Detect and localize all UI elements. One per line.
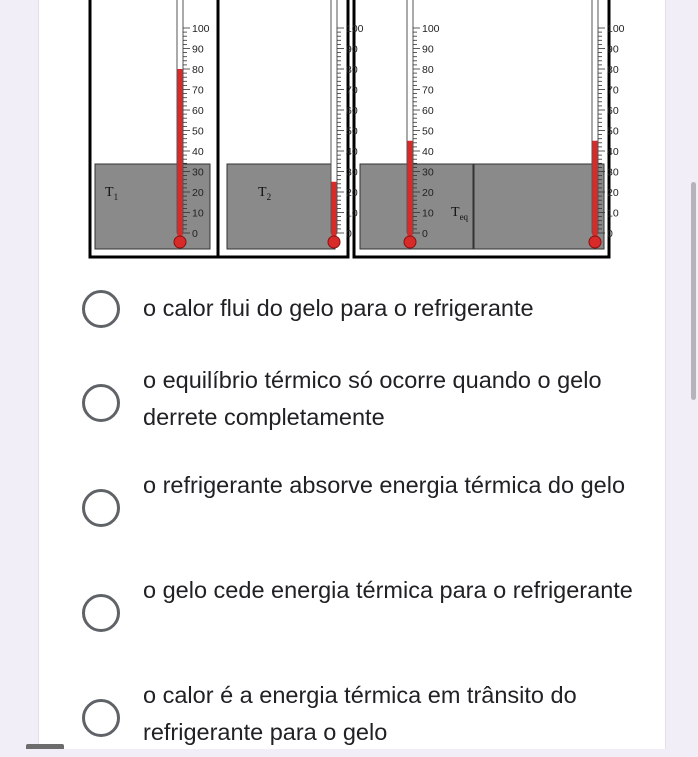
teq-label: $T_{eq}$ (451, 205, 469, 222)
t1-label: $T_1$ (105, 185, 119, 202)
scale-label-4-50: 50 (607, 125, 619, 138)
option-5[interactable] (39, 677, 667, 757)
scale-label-1-30: 30 (192, 166, 204, 179)
scale-label-2-20: 20 (346, 187, 358, 199)
scale-label-3-0: 0 (422, 228, 428, 240)
radio-button-3[interactable] (82, 489, 120, 527)
scale-label-4-40: 40 (607, 146, 619, 158)
scale-label-3-80: 80 (422, 64, 434, 76)
radio-button-1[interactable] (82, 290, 120, 328)
option-3[interactable] (39, 467, 667, 547)
liquid-4 (474, 164, 604, 249)
scale-label-1-80: 80 (192, 64, 204, 76)
scale-label-3-10: 10 (422, 207, 434, 220)
option-1[interactable] (39, 282, 667, 336)
option-text-1: o calor flui do gelo para o refrigerante (143, 295, 534, 321)
scrollbar-thumb[interactable] (691, 182, 696, 400)
liquid-2 (227, 164, 335, 249)
scale-label-4-20: 20 (607, 187, 619, 199)
scale-label-2-90: 90 (346, 43, 358, 56)
scale-label-1-70: 70 (192, 84, 204, 97)
scale-label-3-50: 50 (422, 125, 434, 138)
radio-button-2[interactable] (82, 384, 120, 422)
thermometer-bulb-2 (328, 236, 340, 248)
scale-label-2-100: 100 (346, 23, 364, 35)
scale-label-1-0: 0 (192, 228, 198, 240)
thermometer-bulb-4 (589, 236, 601, 248)
scale-label-3-30: 30 (422, 166, 434, 179)
scale-label-2-10: 10 (346, 207, 358, 220)
thermometer-mercury-2 (332, 182, 337, 237)
option-text-3: o refrigerante absorve energia térmica do gelo (143, 472, 626, 498)
scale-label-3-100: 100 (422, 23, 440, 35)
radio-button-5[interactable] (82, 699, 120, 737)
radio-button-4[interactable] (82, 594, 120, 632)
t2-label: $T_2$ (258, 185, 272, 202)
thermometer-mercury-1 (178, 69, 183, 237)
scale-label-1-50: 50 (192, 125, 204, 138)
scale-label-3-20: 20 (422, 187, 434, 199)
option-text-4: o gelo cede energia térmica para o refrigerante (143, 577, 633, 603)
scale-label-2-60: 60 (346, 105, 358, 117)
scale-label-1-100: 100 (192, 23, 210, 35)
scale-label-3-60: 60 (422, 105, 434, 117)
scale-label-4-60: 60 (607, 105, 619, 117)
scale-label-3-90: 90 (422, 43, 434, 56)
option-4[interactable] (39, 572, 667, 652)
scale-label-4-90: 90 (607, 43, 619, 56)
scale-label-2-30: 30 (346, 166, 358, 179)
scale-label-1-20: 20 (192, 187, 204, 199)
thermometer-bulb-1 (174, 236, 186, 248)
scale-label-4-100: 100 (607, 23, 625, 35)
thermometer-bulb-3 (404, 236, 416, 248)
thermometer-mercury-3 (408, 141, 413, 237)
scale-label-4-0: 0 (607, 228, 613, 240)
scale-label-2-0: 0 (346, 228, 352, 240)
question-card (38, 0, 666, 749)
scale-label-3-70: 70 (422, 84, 434, 97)
scale-label-2-40: 40 (346, 146, 358, 158)
scale-label-4-30: 30 (607, 166, 619, 179)
scale-label-2-70: 70 (346, 84, 358, 97)
thermometer-mercury-4 (593, 141, 598, 237)
option-2[interactable] (39, 362, 667, 442)
scale-label-4-80: 80 (607, 64, 619, 76)
option-text-5: o calor é a energia térmica em trânsito do refrigerante para o gelo (143, 682, 577, 745)
scale-label-1-40: 40 (192, 146, 204, 158)
bottom-corner-bar (26, 744, 64, 749)
thermometers-figure (89, 0, 625, 262)
scale-label-4-70: 70 (607, 84, 619, 97)
scale-label-3-40: 40 (422, 146, 434, 158)
option-text-2: o equilíbrio térmico só ocorre quando o gelo derrete completamente (143, 367, 602, 430)
scale-label-2-80: 80 (346, 64, 358, 76)
scale-label-1-10: 10 (192, 207, 204, 220)
scale-label-1-60: 60 (192, 105, 204, 117)
scale-label-4-10: 10 (607, 207, 619, 220)
scale-label-2-50: 50 (346, 125, 358, 138)
scale-label-1-90: 90 (192, 43, 204, 56)
